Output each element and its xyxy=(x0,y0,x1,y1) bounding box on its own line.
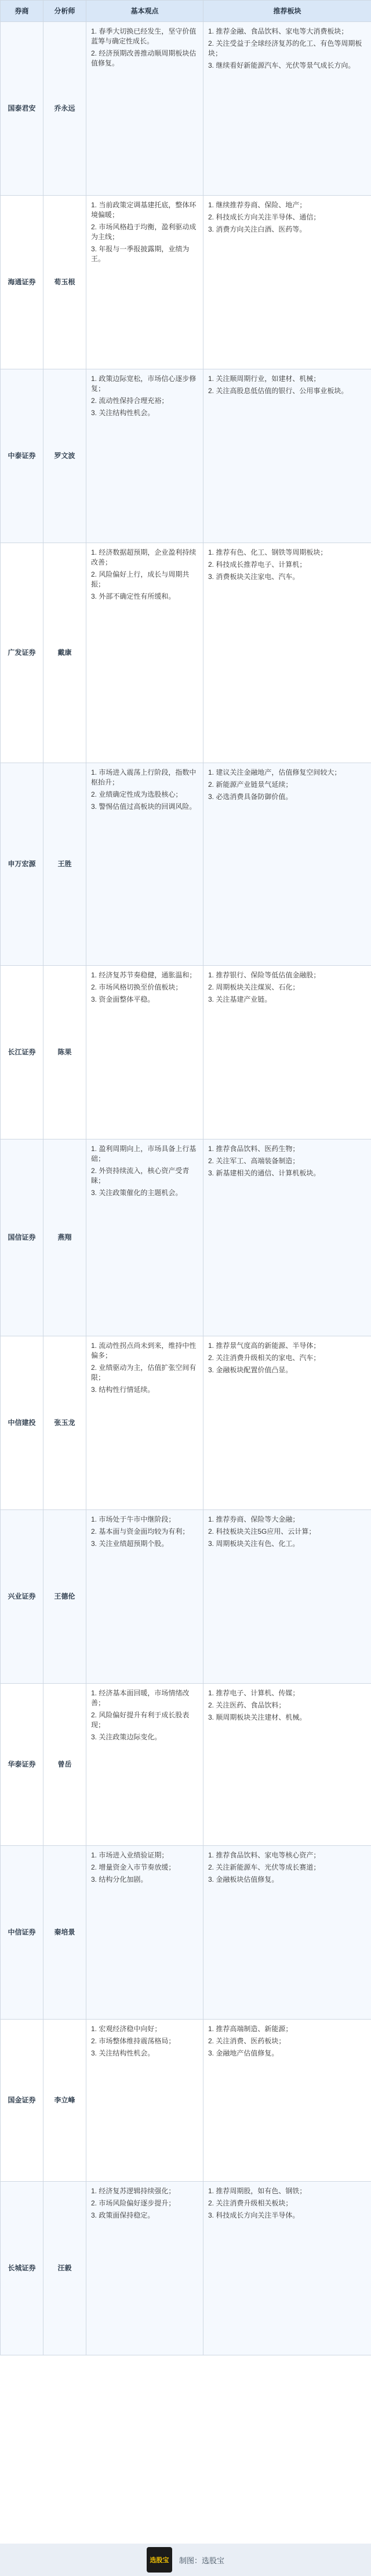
analyst-cell: 荀玉根 xyxy=(43,196,86,369)
pick-point: 2. 新能源产业链景气延续； xyxy=(208,781,293,789)
pick-point: 2. 关注受益于全球经济复苏的化工、有色等周期板块； xyxy=(208,39,362,57)
broker-cell: 海通证券 xyxy=(1,196,43,369)
view-point: 1. 盈利周期向上，市场具备上行基础； xyxy=(91,1145,197,1163)
pick-point: 1. 推荐食品饮料、医药生物； xyxy=(208,1145,300,1153)
broker-cell: 中信证券 xyxy=(1,1846,43,2020)
pick-point: 2. 关注新能源车、光伏等成长赛道； xyxy=(208,1863,321,1871)
view-point: 2. 风险偏好提升有利于成长股表现； xyxy=(91,1711,190,1729)
pick-point: 3. 继续看好新能源汽车、光伏等景气成长方向。 xyxy=(208,61,355,69)
picks-cell xyxy=(203,2020,371,2182)
picks-cell xyxy=(203,196,371,369)
pick-point: 2. 关注军工、高端装备制造； xyxy=(208,1157,300,1165)
pick-point: 1. 继续推荐券商、保险、地产； xyxy=(208,201,307,209)
analyst-cell: 乔永远 xyxy=(43,22,86,196)
pick-point: 3. 周期板块关注有色、化工。 xyxy=(208,1540,300,1548)
view-point: 3. 关注业绩超预期个股。 xyxy=(91,1540,169,1548)
brand-logo-text: 选股宝 xyxy=(150,2557,169,2564)
pick-point: 3. 金融板块估值修复。 xyxy=(208,1875,279,1884)
view-point: 2. 增量资金入市节奏放缓； xyxy=(91,1863,176,1871)
picks-cell xyxy=(203,1336,371,1510)
table-header xyxy=(1,1,371,22)
picks-cell xyxy=(203,1510,371,1684)
view-point: 3. 外部不确定性有所缓和。 xyxy=(91,592,176,600)
table-row xyxy=(1,196,371,369)
pick-point: 2. 关注消费升级相关板块； xyxy=(208,2199,293,2207)
analyst-cell: 张玉龙 xyxy=(43,1336,86,1510)
picks-cell xyxy=(203,1846,371,2020)
picks-cell xyxy=(203,369,371,543)
header-picks: 推荐板块 xyxy=(203,1,371,22)
pick-point: 1. 推荐高端制造、新能源； xyxy=(208,2025,293,2033)
footer xyxy=(0,2544,371,2576)
view-point: 1. 市场进入业绩验证期； xyxy=(91,1851,169,1859)
picks-cell xyxy=(203,763,371,966)
view-cell xyxy=(86,1846,203,2020)
table-body xyxy=(1,22,371,2355)
view-point: 1. 宏观经济稳中向好； xyxy=(91,2025,162,2033)
broker-cell: 国信证券 xyxy=(1,1139,43,1336)
pick-point: 1. 关注顺周期行业，如建材、机械； xyxy=(208,375,321,383)
view-point: 1. 经济复苏逻辑持续强化； xyxy=(91,2187,176,2195)
table-row xyxy=(1,2182,371,2355)
view-point: 2. 业绩驱动为主，估值扩张空间有限； xyxy=(91,1364,197,1382)
view-point: 2. 流动性保持合理充裕； xyxy=(91,397,169,405)
view-point: 2. 风险偏好上行，成长与周期共振； xyxy=(91,570,190,588)
table-row xyxy=(1,22,371,196)
pick-point: 1. 推荐电子、计算机、传媒； xyxy=(208,1689,300,1697)
header-broker: 券商 xyxy=(1,1,43,22)
view-cell xyxy=(86,369,203,543)
pick-point: 3. 金融地产估值修复。 xyxy=(208,2049,279,2057)
table-row xyxy=(1,543,371,763)
broker-cell: 长城证券 xyxy=(1,2182,43,2355)
pick-point: 1. 推荐有色、化工、钢铁等周期板块； xyxy=(208,548,328,556)
pick-point: 3. 消费板块关注家电、汽车。 xyxy=(208,573,300,581)
picks-cell xyxy=(203,1684,371,1846)
view-cell xyxy=(86,2020,203,2182)
view-cell xyxy=(86,1336,203,1510)
pick-point: 1. 推荐景气度高的新能源、半导体； xyxy=(208,1342,321,1350)
broker-cell: 中泰证券 xyxy=(1,369,43,543)
pick-point: 1. 推荐银行、保险等低估值金融股； xyxy=(208,971,321,979)
view-cell xyxy=(86,2182,203,2355)
pick-point: 2. 关注消费升级相关的家电、汽车； xyxy=(208,1354,321,1362)
analyst-cell: 王德伦 xyxy=(43,1510,86,1684)
view-point: 1. 经济复苏节奏稳健，通胀温和； xyxy=(91,971,197,979)
table-row xyxy=(1,763,371,966)
pick-point: 1. 推荐食品饮料、家电等核心资产； xyxy=(208,1851,321,1859)
view-point: 3. 政策面保持稳定。 xyxy=(91,2211,155,2219)
table-row xyxy=(1,1510,371,1684)
view-cell xyxy=(86,1139,203,1336)
view-point: 3. 资金面整体平稳。 xyxy=(91,995,155,1003)
table-row xyxy=(1,2020,371,2182)
brand-logo xyxy=(147,2547,172,2573)
view-point: 1. 经济数据超预期，企业盈利持续改善； xyxy=(91,548,197,566)
table-row xyxy=(1,1846,371,2020)
view-point: 1. 市场处于牛市中继阶段； xyxy=(91,1515,176,1523)
broker-cell: 国泰君安 xyxy=(1,22,43,196)
pick-point: 2. 关注医药、食品饮料； xyxy=(208,1701,286,1709)
view-point: 1. 流动性拐点尚未到来，维持中性偏多； xyxy=(91,1342,197,1360)
broker-cell: 广发证券 xyxy=(1,543,43,763)
picks-cell xyxy=(203,543,371,763)
header-row xyxy=(1,1,371,22)
view-cell xyxy=(86,543,203,763)
analyst-cell: 秦培景 xyxy=(43,1846,86,2020)
view-point: 3. 关注结构性机会。 xyxy=(91,409,155,417)
table-row xyxy=(1,966,371,1139)
view-point: 1. 经济基本面回暖，市场情绪改善； xyxy=(91,1689,190,1707)
view-point: 2. 市场整体维持震荡格局； xyxy=(91,2037,176,2045)
analyst-cell: 戴康 xyxy=(43,543,86,763)
analyst-cell: 王胜 xyxy=(43,763,86,966)
pick-point: 3. 必选消费具备防御价值。 xyxy=(208,793,293,801)
pick-point: 3. 新基建相关的通信、计算机板块。 xyxy=(208,1169,321,1177)
view-cell xyxy=(86,763,203,966)
view-point: 1. 当前政策定调基建托底，整体环境偏暖； xyxy=(91,201,197,219)
view-cell xyxy=(86,196,203,369)
pick-point: 1. 建议关注金融地产，估值修复空间较大； xyxy=(208,768,341,776)
view-point: 2. 市场风格切换至价值板块； xyxy=(91,983,183,991)
broker-cell: 长江证券 xyxy=(1,966,43,1139)
broker-cell: 申万宏源 xyxy=(1,763,43,966)
header-analyst: 分析师 xyxy=(43,1,86,22)
analyst-cell: 汪毅 xyxy=(43,2182,86,2355)
view-point: 3. 关注政策边际变化。 xyxy=(91,1733,162,1741)
credit-text: 制图：选股宝 xyxy=(179,2556,224,2565)
view-point: 3. 关注政策催化的主题机会。 xyxy=(91,1189,183,1197)
broker-cell: 中信建投 xyxy=(1,1336,43,1510)
pick-point: 2. 关注消费、医药板块； xyxy=(208,2037,286,2045)
view-point: 3. 关注结构性机会。 xyxy=(91,2049,155,2057)
broker-cell: 华泰证券 xyxy=(1,1684,43,1846)
table-row xyxy=(1,1684,371,1846)
pick-point: 2. 关注高股息低估值的银行、公用事业板块。 xyxy=(208,387,348,395)
pick-point: 3. 顺周期板块关注建材、机械。 xyxy=(208,1713,307,1721)
view-point: 2. 业绩确定性成为选股核心； xyxy=(91,790,183,798)
picks-cell xyxy=(203,966,371,1139)
pick-point: 3. 科技成长方向关注半导体。 xyxy=(208,2211,300,2219)
pick-point: 3. 金融板块配置价值凸显。 xyxy=(208,1366,293,1374)
view-point: 1. 政策边际宽松，市场信心逐步修复； xyxy=(91,375,197,393)
view-point: 1. 春季大切换已经发生，坚守价值蓝筹与确定性成长。 xyxy=(91,27,197,45)
view-point: 2. 市场风险偏好逐步提升； xyxy=(91,2199,176,2207)
analyst-cell: 罗文波 xyxy=(43,369,86,543)
pick-point: 2. 科技板块关注5G应用、云计算； xyxy=(208,1527,316,1536)
picks-cell xyxy=(203,2182,371,2355)
view-cell xyxy=(86,966,203,1139)
pick-point: 3. 消费方向关注白酒、医药等。 xyxy=(208,225,307,233)
view-point: 3. 结构分化加剧。 xyxy=(91,1875,148,1884)
view-cell xyxy=(86,1684,203,1846)
picks-cell xyxy=(203,22,371,196)
pick-point: 2. 科技成长方向关注半导体、通信； xyxy=(208,213,321,221)
view-cell xyxy=(86,22,203,196)
table-row xyxy=(1,1139,371,1336)
analyst-cell: 李立峰 xyxy=(43,2020,86,2182)
view-point: 2. 外资持续流入，核心资产受青睐； xyxy=(91,1167,190,1185)
pick-point: 1. 推荐金融、食品饮料、家电等大消费板块； xyxy=(208,27,348,35)
analyst-cell: 曾岳 xyxy=(43,1684,86,1846)
view-point: 3. 结构性行情延续。 xyxy=(91,1386,155,1394)
picks-cell xyxy=(203,1139,371,1336)
table-row xyxy=(1,1336,371,1510)
view-point: 1. 市场进入震荡上行阶段，指数中枢抬升； xyxy=(91,768,197,786)
broker-cell: 国金证券 xyxy=(1,2020,43,2182)
pick-point: 1. 推荐券商、保险等大金融； xyxy=(208,1515,300,1523)
broker-cell: 兴业证券 xyxy=(1,1510,43,1684)
analyst-cell: 燕翔 xyxy=(43,1139,86,1336)
view-cell xyxy=(86,1510,203,1684)
table-row xyxy=(1,369,371,543)
pick-point: 3. 关注基建产业链。 xyxy=(208,995,272,1003)
view-point: 3. 警惕估值过高板块的回调风险。 xyxy=(91,803,197,811)
pick-point: 2. 周期板块关注煤炭、石化； xyxy=(208,983,300,991)
analyst-cell: 陈果 xyxy=(43,966,86,1139)
view-point: 2. 经济预期改善推动顺周期板块估值修复。 xyxy=(91,49,197,67)
view-point: 3. 年报与一季报披露期，业绩为王。 xyxy=(91,245,190,263)
pick-point: 1. 推荐周期股，如有色、钢铁； xyxy=(208,2187,307,2195)
pick-point: 2. 科技成长推荐电子、计算机； xyxy=(208,560,307,569)
view-point: 2. 基本面与资金面均较为有利； xyxy=(91,1527,190,1536)
header-view: 基本观点 xyxy=(86,1,203,22)
view-point: 2. 市场风格趋于均衡，盈利驱动成为主线； xyxy=(91,223,197,241)
